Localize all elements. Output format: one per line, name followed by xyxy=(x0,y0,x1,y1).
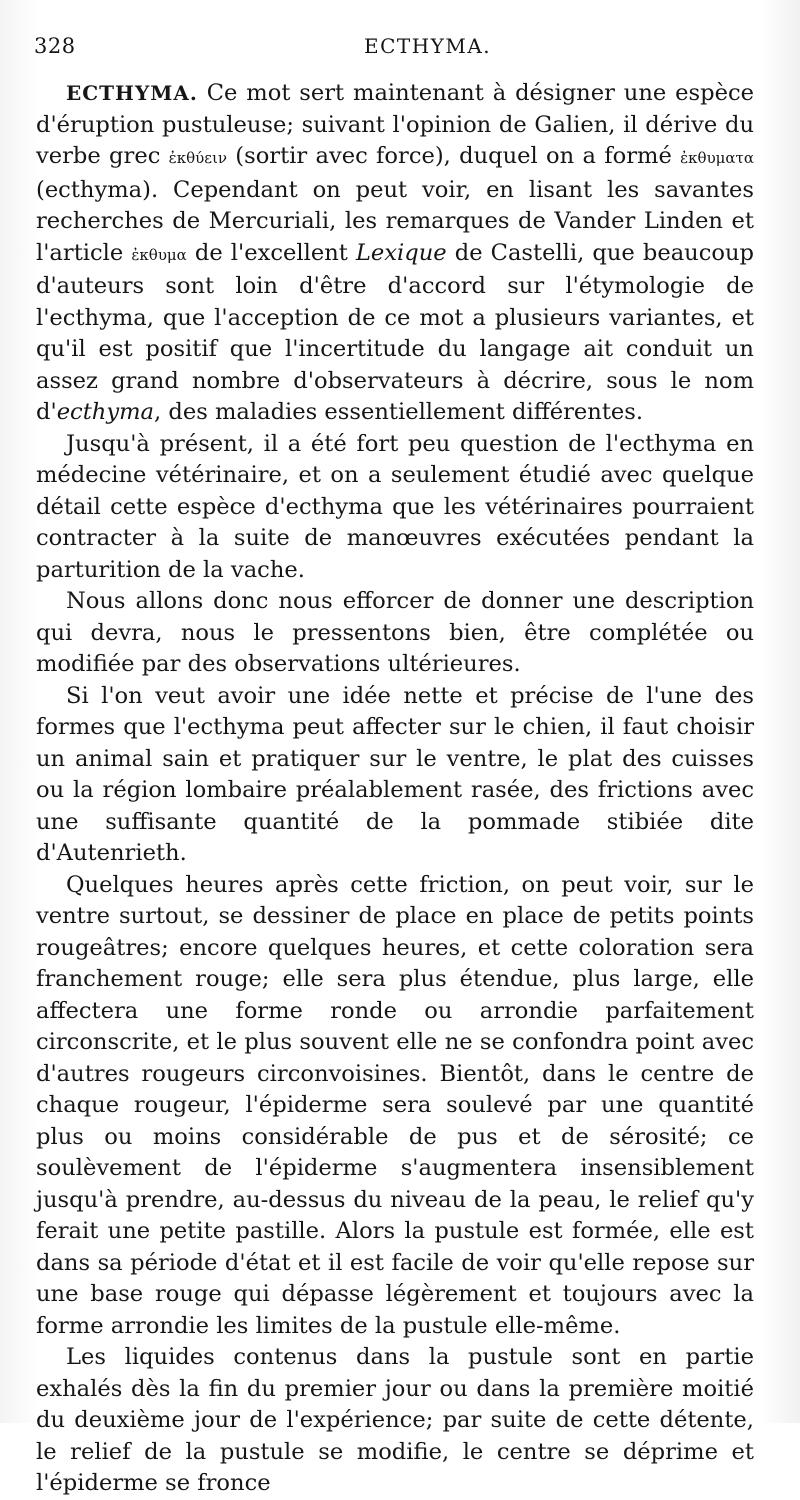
page-number: 328 xyxy=(34,34,76,58)
entry-term: ECTHYMA. xyxy=(66,81,198,105)
running-title: ECTHYMA. xyxy=(364,34,492,58)
body-text xyxy=(36,78,754,1500)
paragraph-3: Nous allons donc nous efforcer de donner une description qui devra, nous le pressentons bien, être complétée ou modifiée par des observations ultérieures. xyxy=(36,588,754,677)
page-header xyxy=(34,34,760,64)
paragraph-1 xyxy=(36,78,754,429)
paragraph-1-text-f: , des maladies essentiellement différentes. xyxy=(154,399,644,425)
paragraph-5: Quelques heures après cette friction, on peut voir, sur le ventre surtout, se dessiner de place en place de petits points rougeâtres; encore quelques heures, et cette coloration sera franchement rouge; elle sera plus étendue, plus large, elle affectera une forme ronde ou arrondie parfaitement circonscrite, et le plus souvent elle ne se confondra point avec d'autres rougeurs circonvoisines. Bientôt, dans le centre de chaque rougeur, l'épiderme sera soulevé par une quantité plus ou moins considérable de pus et de sérosité; ce soulèvement de l'épiderme s'augmentera insensiblement jusqu'à prendre, au-dessus du niveau de la peau, le relief qu'y ferait une petite pastille. Alors la pustule est formée, elle est dans sa période d'état et il est facile de voir qu'elle repose sur une base rouge qui dépasse légèrement et toujours avec la forme arrondie les limites de la pustule elle-même. xyxy=(36,871,754,1339)
greek-word-ekthymata: ἐκθυματα xyxy=(680,149,754,167)
paragraph-1-text-a: Ce mot sert maintenant à désigner une espèce d'éruption pustuleuse; suivant l'opinion de Galien, il dérive du verbe grec xyxy=(36,80,754,169)
paragraph-1-text-d: de l'excellent xyxy=(186,239,356,266)
greek-word-ekthyein: ἐκθύειν xyxy=(168,149,227,167)
italic-lexique: Lexique xyxy=(355,239,447,266)
paragraph-1-text-c: (ecthyma). Cependant on peut voir, en lisant les savantes recherches de Mercuriali, les remarques de Vander Linden et l'article xyxy=(36,176,754,266)
paragraph-1-text-b: (sortir avec force), duquel on a formé xyxy=(227,143,681,169)
paragraph-2: Jusqu'à présent, il a été fort peu question de l'ecthyma en médecine vétérinaire, et on a seulement étudié avec quelque détail cette espèce d'ecthyma que les vétérinaires pourraient contracter à la suite de manœuvres exécutées pendant la parturition de la vache. xyxy=(36,430,754,583)
italic-ecthyma: ecthyma xyxy=(56,399,155,425)
paragraph-4: Si l'on veut avoir une idée nette et précise de l'une des formes que l'ecthyma peut affecter sur le chien, il faut choisir un animal sain et pratiquer sur le ventre, le plat des cuisses ou la région lombaire préalablement rasée, des frictions avec une suffisante quantité de la pommade stibiée dite d'Autenrieth. xyxy=(36,682,754,866)
paragraph-1-text-e: de Castelli, que beaucoup d'auteurs sont loin d'être d'accord sur l'étymologie de l'ecthyma, que l'acception de ce mot a plusieurs variantes, et qu'il est positif que l'incertitude du langage ait conduit un assez grand nombre d'observateurs à décrire, sous le nom d' xyxy=(36,239,754,425)
greek-word-ekthyma: ἐκθυμα xyxy=(131,245,187,264)
paragraph-6: Les liquides contenus dans la pustule sont en partie exhalés dès la fin du premier jour ou dans la première moitié du deuxième jour de l'expérience; par suite de cette détente, le relief de la pustule se modifie, le centre se déprime et l'épiderme se fronce xyxy=(36,1344,754,1496)
